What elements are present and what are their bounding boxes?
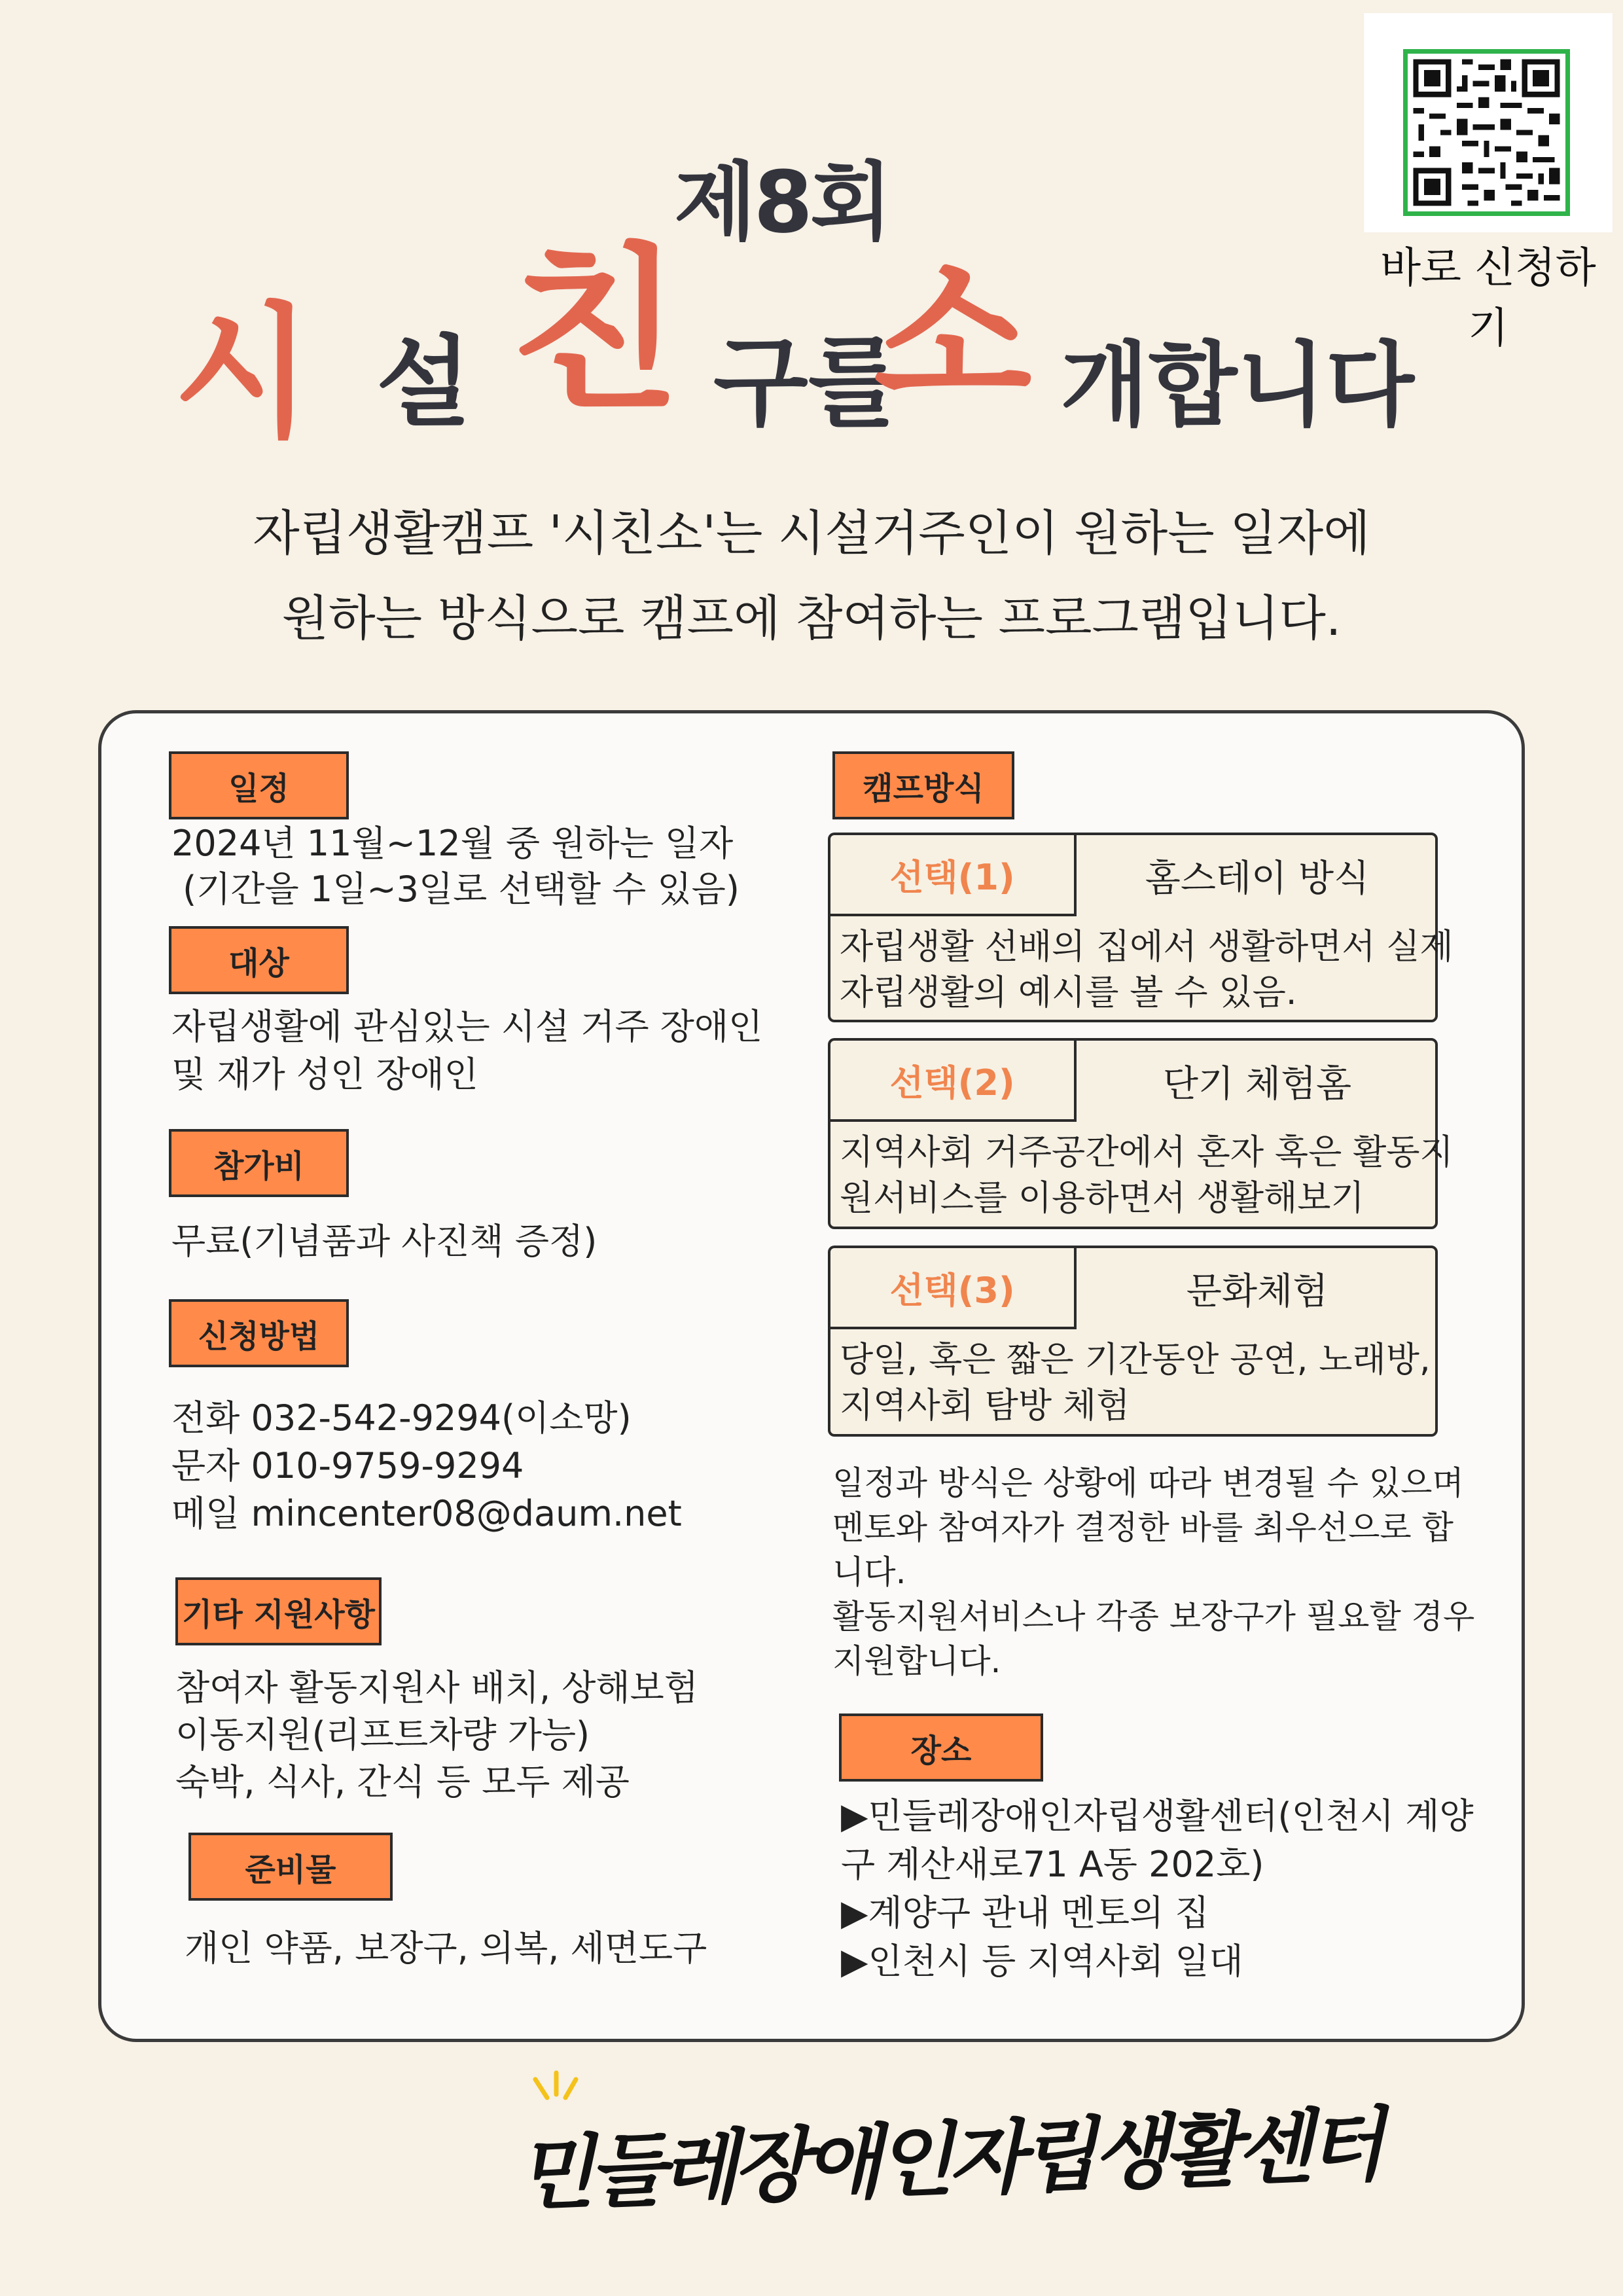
qr-panel [1364,13,1613,232]
title-char-seol: 설 [376,326,471,440]
camp-method-tag: 캠프방식 [832,751,1014,819]
supplies-line: 개인 약품, 보장구, 의복, 세면도구 [185,1928,707,1969]
option-tab: 선택(3) [830,1248,1077,1329]
apply-method-tag: 신청방법 [169,1299,349,1367]
support-line: 참여자 활동지원사 배치, 상해보험 [175,1667,698,1708]
main-title [0,227,1623,457]
option-card-1 [828,833,1454,1022]
note-line: 지원합니다. [832,1642,1001,1680]
title-char-gaehapnida: 개합니다 [1060,332,1414,439]
center-logo-text: 민들레장애인자립생활센터 [515,2097,1382,2221]
intro-line: 원하는 방식으로 캠프에 참여하는 프로그램입니다. [281,590,1342,647]
phone-line[interactable]: 전화 032-542-9294(이소망) [171,1397,632,1439]
option-desc-line: 자립생활의 예시를 볼 수 있음. [840,973,1297,1013]
qr-code[interactable] [1403,49,1570,216]
other-support-tag: 기타 지원사항 [175,1577,382,1645]
place-list [841,1792,1474,1986]
apply-now-label[interactable]: 바로 신청하기 [1380,244,1596,353]
notes [832,1461,1474,1683]
option-desc-line: 자립생활 선배의 집에서 생활하면서 실제 [840,927,1454,967]
option-desc [840,924,1454,1016]
support-line: 이동지원(리프트차량 가능) [175,1714,590,1755]
option-title: 단기 체험홈 [1162,1063,1352,1105]
note-line: 멘토와 참여자가 결정한 바를 최우선으로 합 [832,1509,1454,1547]
place-line: 구 계산새로71 A동 202호) [841,1844,1264,1885]
qr-code-pattern [1408,54,1565,211]
option-tab: 선택(1) [830,835,1077,916]
title-char-chin: 친 [510,227,681,433]
place-tag: 장소 [839,1713,1043,1782]
option-desc-line: 지역사회 탐방 체험 [840,1386,1130,1426]
place-line: ▶인천시 등 지역사회 일대 [841,1941,1243,1982]
title-char-so: 소 [874,242,1032,432]
support-line: 숙박, 식사, 간식 등 모두 제공 [175,1761,630,1803]
note-line: 니다. [832,1553,906,1591]
intro-text [0,491,1623,661]
note-line: 일정과 방식은 상황에 따라 변경될 수 있으며 [832,1464,1464,1502]
fee-line: 무료(기념품과 사진책 증정) [171,1221,597,1262]
target-line: 및 재가 성인 장애인 [171,1054,478,1095]
intro-line: 자립생활캠프 '시친소'는 시설거주인이 원하는 일자에 [253,505,1370,562]
schedule-tag: 일정 [169,751,349,819]
option-desc-line: 원서비스를 이용하면서 생활해보기 [840,1178,1364,1218]
option-card-3 [828,1246,1438,1437]
target-tag: 대상 [169,926,349,994]
target-line: 자립생활에 관심있는 시설 거주 장애인 [171,1006,763,1047]
title-char-si: 시 [173,289,313,457]
option-title: 문화체험 [1186,1270,1329,1313]
option-card-2 [828,1038,1454,1229]
email-line[interactable]: 메일 mincenter08@daum.net [171,1493,682,1534]
schedule-line: 2024년 11월~12월 중 원하는 일자 [171,823,734,864]
place-line: ▶계양구 관내 멘토의 집 [841,1892,1209,1933]
option-title: 홈스테이 방식 [1145,857,1370,900]
option-desc-line: 당일, 혹은 짧은 기간동안 공연, 노래방, [840,1340,1431,1380]
edition-heading: 제8회 [674,152,890,252]
supplies-tag: 준비물 [188,1833,393,1901]
option-desc [840,1130,1454,1221]
fee-tag: 참가비 [169,1129,349,1197]
sms-line[interactable]: 문자 010-9759-9294 [171,1445,524,1486]
option-desc [840,1337,1431,1429]
option-desc-line: 지역사회 거주공간에서 혼자 혹은 활동지 [840,1132,1454,1172]
center-logo [510,2065,1382,2221]
title-char-gureul: 구를 [713,326,903,440]
note-line: 활동지원서비스나 각종 보장구가 필요할 경우 [832,1598,1475,1636]
option-tab: 선택(2) [830,1041,1077,1122]
place-line: ▶민들레장애인자립생활센터(인천시 계양 [841,1795,1474,1837]
schedule-line: (기간을 1일~3일로 선택할 수 있음) [171,869,740,910]
